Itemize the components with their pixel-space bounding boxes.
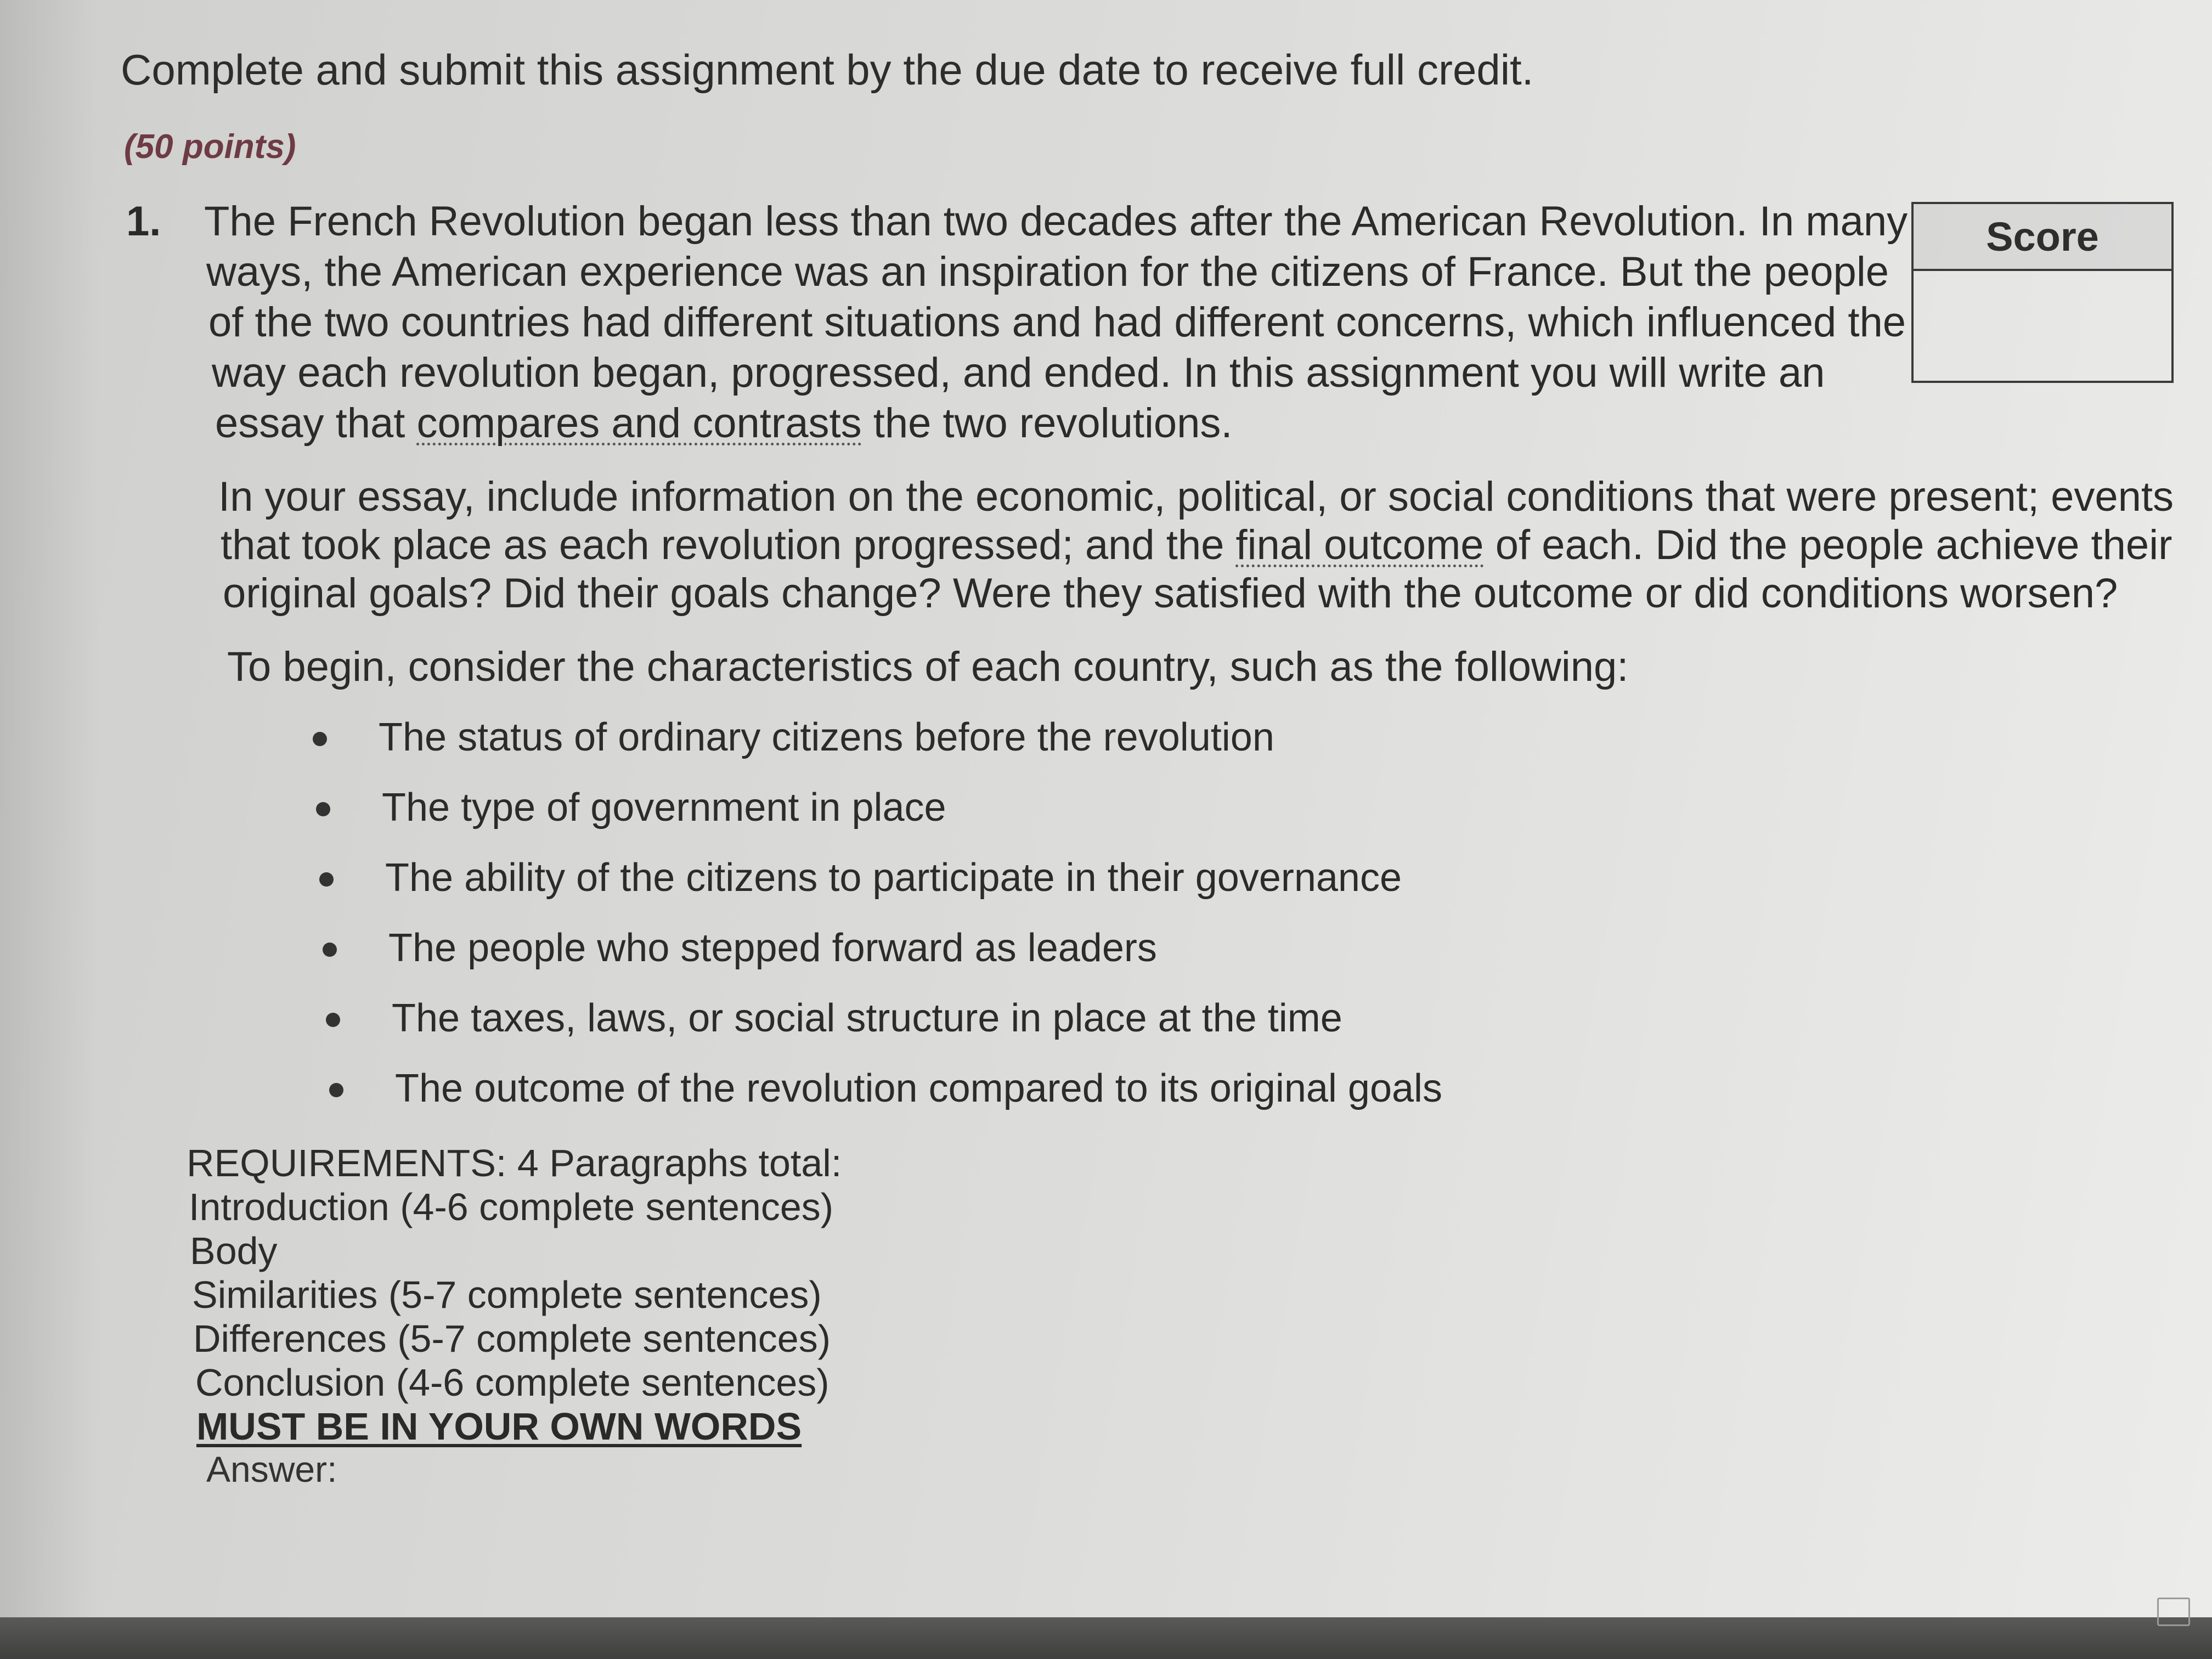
monitor-bezel bbox=[0, 1617, 2212, 1659]
list-item-text: The status of ordinary citizens before the revolution bbox=[379, 715, 1274, 759]
bullet-icon bbox=[326, 1013, 340, 1027]
list-item bbox=[303, 851, 1402, 922]
paragraph-line bbox=[221, 521, 2174, 569]
requirements-line: Differences (5-7 complete sentences) bbox=[193, 1317, 831, 1360]
bullet-icon bbox=[329, 1083, 343, 1097]
text-run: the two revolutions. bbox=[861, 400, 1233, 447]
score-box bbox=[1911, 202, 2174, 383]
list-item-text: The ability of the citizens to participate in their governance bbox=[385, 856, 1402, 900]
text-run: that took place as each revolution progressed; and the bbox=[221, 522, 1236, 568]
bullet-icon bbox=[316, 802, 330, 816]
list-item bbox=[309, 992, 1342, 1062]
paragraph-line: original goals? Did their goals change? Were they satisfied with the outcome or did conditions worsen? bbox=[223, 570, 2118, 617]
paragraph-line: The French Revolution began less than two decades after the American Revolution. In many bbox=[204, 198, 1908, 245]
bullet-icon bbox=[323, 943, 337, 957]
score-value bbox=[1914, 271, 2171, 381]
list-item bbox=[300, 781, 946, 851]
characteristics-list bbox=[296, 711, 1443, 1132]
answer-label: Answer: bbox=[206, 1449, 337, 1489]
requirements-line: Conclusion (4-6 complete sentences) bbox=[195, 1361, 830, 1404]
question-paragraph-details bbox=[218, 473, 2174, 618]
points-label: (50 points) bbox=[124, 128, 296, 166]
requirements-line: Similarities (5-7 complete sentences) bbox=[192, 1273, 822, 1316]
paragraph-line: of the two countries had different situations and had different concerns, which influenced the bbox=[208, 299, 1906, 346]
requirements-line: REQUIREMENTS: 4 Paragraphs total: bbox=[187, 1142, 842, 1184]
text-run: of each. Did the people achieve their bbox=[1483, 522, 2172, 568]
list-item-text: The type of government in place bbox=[382, 786, 946, 830]
score-header: Score bbox=[1914, 204, 2171, 271]
glossary-term-final-outcome[interactable]: final outcome bbox=[1235, 522, 1484, 568]
question-number: 1. bbox=[126, 198, 161, 245]
glossary-term-compares-contrasts[interactable]: compares and contrasts bbox=[416, 400, 862, 447]
requirements-line: Body bbox=[190, 1229, 278, 1272]
list-item bbox=[296, 711, 1274, 781]
list-item-text: The people who stepped forward as leaders bbox=[388, 926, 1157, 970]
instructions-text: Complete and submit this assignment by the due date to receive full credit. bbox=[121, 46, 1534, 94]
paragraph-line: In your essay, include information on the economic, political, or social conditions that were present; events bbox=[218, 473, 2174, 520]
list-item bbox=[306, 922, 1157, 992]
paragraph-line bbox=[215, 398, 1883, 449]
screen-shade bbox=[0, 0, 99, 1659]
question-paragraph-intro bbox=[204, 196, 1908, 449]
paragraph-line: ways, the American experience was an inspiration for the citizens of France. But the people bbox=[206, 249, 1889, 295]
question-paragraph-begin: To begin, consider the characteristics of each country, such as the following: bbox=[227, 644, 1629, 690]
list-item-text: The taxes, laws, or social structure in place at the time bbox=[392, 996, 1342, 1040]
book-icon[interactable] bbox=[2157, 1598, 2190, 1626]
bullet-icon bbox=[313, 732, 327, 746]
requirements-line: Introduction (4-6 complete sentences) bbox=[189, 1186, 834, 1228]
requirements-block bbox=[187, 1141, 842, 1448]
text-run: essay that bbox=[215, 400, 417, 447]
paragraph-line: way each revolution began, progressed, and ended. In this assignment you will write an bbox=[212, 349, 1825, 396]
own-words-emphasis: MUST BE IN YOUR OWN WORDS bbox=[196, 1405, 802, 1448]
bullet-icon bbox=[319, 872, 334, 887]
list-item-text: The outcome of the revolution compared to its original goals bbox=[395, 1066, 1443, 1110]
